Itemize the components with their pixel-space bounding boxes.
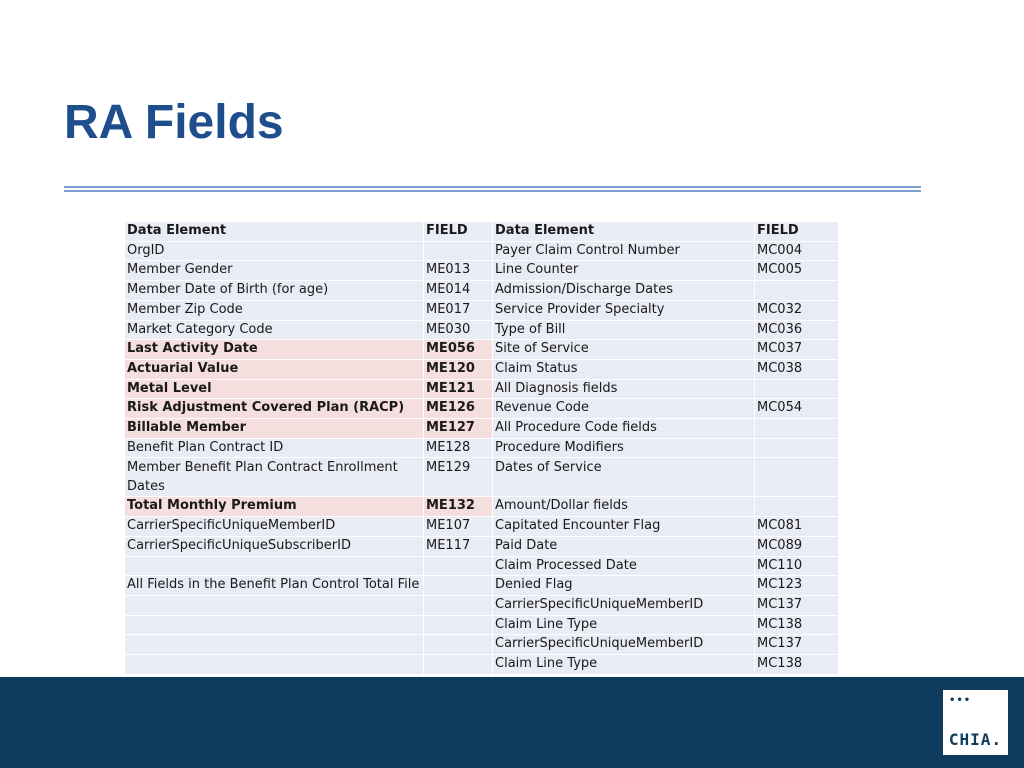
left-field-cell: ME107 (424, 517, 493, 537)
table-row (125, 576, 839, 596)
right-field-cell: MC110 (755, 556, 839, 576)
table-row (125, 536, 839, 556)
right-field-cell (755, 379, 839, 399)
table-row (125, 281, 839, 301)
right-field-cell: MC089 (755, 536, 839, 556)
left-data-element-cell: All Fields in the Benefit Plan Control Total File (125, 576, 424, 596)
right-field-cell (755, 438, 839, 458)
right-field-cell (755, 497, 839, 517)
right-data-element-cell: Procedure Modifiers (493, 438, 755, 458)
left-data-element-cell: Billable Member (125, 419, 424, 439)
left-field-cell: ME014 (424, 281, 493, 301)
left-data-element-cell (125, 655, 424, 675)
left-data-element-cell: Last Activity Date (125, 340, 424, 360)
left-field-cell (424, 241, 493, 261)
left-data-element-cell: Market Category Code (125, 320, 424, 340)
right-field-cell: MC137 (755, 635, 839, 655)
left-field-cell: ME132 (424, 497, 493, 517)
right-field-cell: MC005 (755, 261, 839, 281)
right-field-cell: MC138 (755, 615, 839, 635)
left-data-element-cell (125, 556, 424, 576)
table-row (125, 241, 839, 261)
table-row (125, 438, 839, 458)
header-left-data-element: Data Element (125, 222, 424, 242)
left-data-element-cell: OrgID (125, 241, 424, 261)
right-data-element-cell: Line Counter (493, 261, 755, 281)
left-data-element-cell: Risk Adjustment Covered Plan (RACP) (125, 399, 424, 419)
left-data-element-cell (125, 595, 424, 615)
right-field-cell: MC004 (755, 241, 839, 261)
right-data-element-cell: Type of Bill (493, 320, 755, 340)
right-data-element-cell: All Procedure Code fields (493, 419, 755, 439)
right-data-element-cell: Paid Date (493, 536, 755, 556)
right-data-element-cell: CarrierSpecificUniqueMemberID (493, 595, 755, 615)
left-data-element-cell (125, 615, 424, 635)
left-field-cell (424, 635, 493, 655)
table-row (125, 320, 839, 340)
chia-logo-icon (943, 690, 1008, 755)
left-field-cell: ME030 (424, 320, 493, 340)
table-row (125, 300, 839, 320)
left-field-cell: ME056 (424, 340, 493, 360)
table-row (125, 458, 839, 497)
right-data-element-cell: CarrierSpecificUniqueMemberID (493, 635, 755, 655)
table-row (125, 379, 839, 399)
left-field-cell: ME120 (424, 359, 493, 379)
title-divider-secondary (64, 190, 921, 192)
left-data-element-cell: Member Date of Birth (for age) (125, 281, 424, 301)
right-field-cell: MC081 (755, 517, 839, 537)
right-field-cell: MC138 (755, 655, 839, 675)
left-data-element-cell: Member Gender (125, 261, 424, 281)
right-data-element-cell: Capitated Encounter Flag (493, 517, 755, 537)
right-data-element-cell: Denied Flag (493, 576, 755, 596)
left-data-element-cell (125, 635, 424, 655)
right-field-cell: MC123 (755, 576, 839, 596)
right-data-element-cell: Service Provider Specialty (493, 300, 755, 320)
right-data-element-cell: Revenue Code (493, 399, 755, 419)
right-data-element-cell: Claim Line Type (493, 655, 755, 675)
left-field-cell (424, 556, 493, 576)
ra-fields-table (124, 221, 839, 675)
table-row (125, 517, 839, 537)
left-field-cell (424, 615, 493, 635)
table-row (125, 635, 839, 655)
left-field-cell: ME013 (424, 261, 493, 281)
left-field-cell: ME121 (424, 379, 493, 399)
left-field-cell: ME017 (424, 300, 493, 320)
left-data-element-cell: Metal Level (125, 379, 424, 399)
right-data-element-cell: Site of Service (493, 340, 755, 360)
right-field-cell (755, 281, 839, 301)
table-row (125, 497, 839, 517)
table-body (125, 241, 839, 674)
right-data-element-cell: Claim Processed Date (493, 556, 755, 576)
left-data-element-cell: Member Zip Code (125, 300, 424, 320)
left-data-element-cell: Total Monthly Premium (125, 497, 424, 517)
left-data-element-cell: CarrierSpecificUniqueMemberID (125, 517, 424, 537)
left-data-element-cell: Benefit Plan Contract ID (125, 438, 424, 458)
right-field-cell: MC054 (755, 399, 839, 419)
right-field-cell: MC037 (755, 340, 839, 360)
left-field-cell: ME128 (424, 438, 493, 458)
right-data-element-cell: Admission/Discharge Dates (493, 281, 755, 301)
table-row (125, 340, 839, 360)
left-data-element-cell: Actuarial Value (125, 359, 424, 379)
right-field-cell: MC032 (755, 300, 839, 320)
title-divider (64, 186, 921, 188)
left-field-cell (424, 595, 493, 615)
logo-dots: ••• (949, 695, 972, 706)
table-header-row (125, 222, 839, 242)
header-left-field: FIELD (424, 222, 493, 242)
table-row (125, 261, 839, 281)
right-field-cell (755, 458, 839, 497)
right-field-cell: MC137 (755, 595, 839, 615)
right-data-element-cell: Claim Status (493, 359, 755, 379)
table-row (125, 655, 839, 675)
table-row (125, 615, 839, 635)
table-row (125, 399, 839, 419)
table-row (125, 595, 839, 615)
right-data-element-cell: Amount/Dollar fields (493, 497, 755, 517)
header-right-field: FIELD (755, 222, 839, 242)
right-field-cell (755, 419, 839, 439)
logo-text: CHIA. (948, 730, 1003, 749)
left-data-element-cell: Member Benefit Plan Contract Enrollment Dates (125, 458, 424, 497)
left-field-cell: ME126 (424, 399, 493, 419)
right-data-element-cell: Payer Claim Control Number (493, 241, 755, 261)
footer-bar (0, 677, 1024, 768)
page-title: RA Fields (64, 96, 284, 149)
table-row (125, 359, 839, 379)
left-field-cell (424, 655, 493, 675)
right-field-cell: MC036 (755, 320, 839, 340)
left-field-cell (424, 576, 493, 596)
table-row (125, 556, 839, 576)
right-data-element-cell: All Diagnosis fields (493, 379, 755, 399)
left-field-cell: ME129 (424, 458, 493, 497)
right-data-element-cell: Dates of Service (493, 458, 755, 497)
left-field-cell: ME127 (424, 419, 493, 439)
left-field-cell: ME117 (424, 536, 493, 556)
right-field-cell: MC038 (755, 359, 839, 379)
header-right-data-element: Data Element (493, 222, 755, 242)
left-data-element-cell: CarrierSpecificUniqueSubscriberID (125, 536, 424, 556)
right-data-element-cell: Claim Line Type (493, 615, 755, 635)
table-row (125, 419, 839, 439)
